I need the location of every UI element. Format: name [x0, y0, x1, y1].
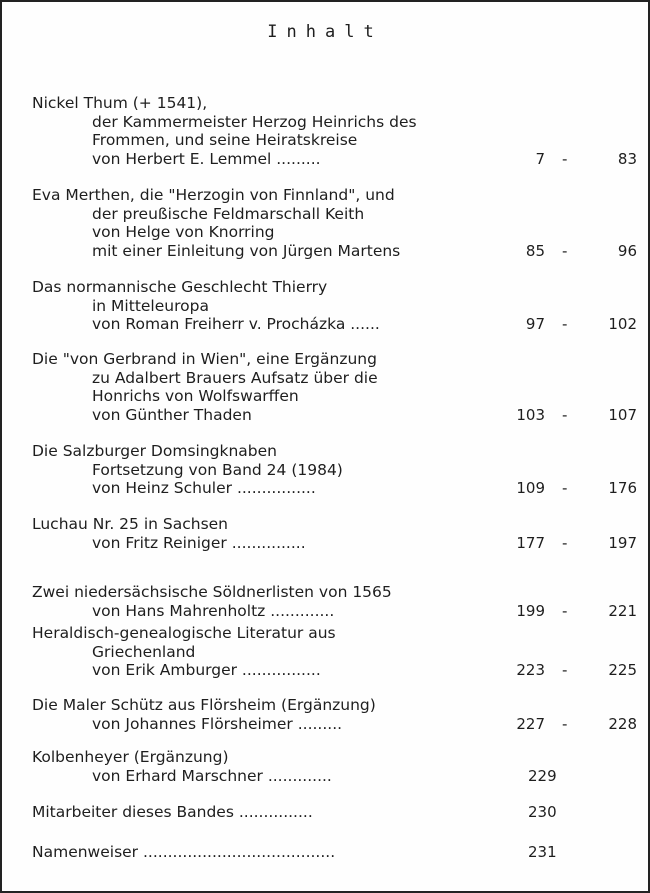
toc-entry-text: der preußische Feldmarschall Keith	[92, 204, 365, 223]
toc-entry-text: Eva Merthen, die "Herzogin von Finnland", und	[32, 186, 395, 204]
toc-entry-text: mit einer Einleitung von Jürgen Martens	[92, 241, 401, 260]
page-to: 176	[608, 479, 637, 497]
toc-entry-line	[32, 767, 648, 786]
page-dash: -	[562, 315, 568, 333]
toc-entry-text: von Johannes Flörsheimer .........	[92, 714, 343, 733]
page-dash: -	[562, 533, 568, 552]
toc-entry-title-line	[32, 696, 648, 715]
page-to: 228	[608, 714, 637, 733]
page-from: 199	[516, 601, 545, 620]
toc-entry-line	[32, 387, 648, 406]
page-range	[502, 315, 637, 334]
toc-entry-line	[32, 643, 648, 662]
toc-entry-title-line	[32, 748, 648, 767]
page-dash: -	[562, 479, 568, 497]
toc-entry-title-line	[32, 583, 648, 602]
toc-entry-text: der Kammermeister Herzog Heinrichs des	[92, 112, 417, 131]
toc-entry	[32, 278, 648, 334]
toc-entry-line	[32, 461, 648, 480]
toc-entry-line	[32, 406, 648, 425]
toc-entry-text: Heraldisch-genealogische Literatur aus	[32, 624, 336, 642]
toc-entry	[32, 624, 648, 680]
page-number: 230	[528, 803, 557, 821]
page-range	[502, 479, 637, 498]
toc-entry-text: von Heinz Schuler ................	[92, 479, 316, 497]
toc-entry-title-line	[32, 186, 648, 205]
page-range	[502, 661, 637, 680]
page-number: 229	[528, 766, 557, 785]
toc-entry-title-line	[32, 442, 648, 461]
page-range	[502, 602, 637, 621]
toc-entry-title-line	[32, 94, 648, 113]
page-number: 231	[528, 843, 557, 861]
toc-entry-text: Nickel Thum (+ 1541),	[32, 94, 208, 112]
toc-entry-text: Die "von Gerbrand in Wien", eine Ergänzung	[32, 350, 377, 368]
toc-entry-title-line	[32, 803, 648, 822]
page-dash: -	[562, 601, 568, 620]
toc-entry	[32, 350, 648, 424]
page-dash: -	[562, 714, 568, 733]
toc-entry-line	[32, 602, 648, 621]
toc-entry-text: Die Salzburger Domsingknaben	[32, 442, 277, 460]
toc-entry-text: von Helge von Knorring	[92, 223, 275, 241]
toc-entry-text: Das normannische Geschlecht Thierry	[32, 278, 328, 296]
page-to: 225	[608, 661, 637, 679]
toc-entry-line	[32, 297, 648, 316]
toc-entry-title-line	[32, 843, 648, 862]
page-to: 107	[608, 405, 637, 424]
toc-entry-text: in Mitteleuropa	[92, 296, 209, 315]
page-from: 227	[516, 714, 545, 733]
page-from: 109	[516, 479, 545, 497]
page-to: 221	[608, 601, 637, 620]
toc-entry-text: von Günther Thaden	[92, 405, 252, 424]
toc-entry-text: Zwei niedersächsische Söldnerlisten von 1565	[32, 583, 392, 601]
page-range	[502, 150, 637, 169]
toc-entry-line	[32, 242, 648, 261]
toc-entry-line	[32, 369, 648, 388]
toc-entry-text: Frommen, und seine Heiratskreise	[92, 131, 358, 149]
toc-entry	[32, 803, 648, 822]
toc-entry-text: von Erhard Marschner .............	[92, 766, 332, 785]
toc-entry-text: von Fritz Reiniger ...............	[92, 533, 306, 552]
toc-entry-text: Honrichs von Wolfswarffen	[92, 387, 299, 405]
toc-entry	[32, 94, 648, 168]
page-range	[502, 242, 637, 261]
toc-entry	[32, 186, 648, 260]
toc-entry-title-line	[32, 278, 648, 297]
toc-entry-line	[32, 150, 648, 169]
toc-entry-line	[32, 715, 648, 734]
toc-entry	[32, 696, 648, 733]
toc-entry-line	[32, 113, 648, 132]
toc-entry-title-line	[32, 624, 648, 643]
toc-entry-title-line	[32, 515, 648, 534]
toc-entry-text: von Hans Mahrenholtz .............	[92, 601, 335, 620]
toc-entry-text: Fortsetzung von Band 24 (1984)	[92, 460, 343, 479]
page-dash: -	[562, 149, 568, 168]
page-from: 177	[516, 533, 545, 552]
toc-entry-text: Mitarbeiter dieses Bandes ...............	[32, 803, 313, 821]
page-from: 85	[525, 241, 545, 260]
toc-entry-text: Luchau Nr. 25 in Sachsen	[32, 515, 229, 533]
page-dash: -	[562, 241, 568, 260]
toc-entry-text: Kolbenheyer (Ergänzung)	[32, 748, 229, 766]
page-to: 96	[617, 241, 637, 260]
toc-entry-text: von Roman Freiherr v. Procházka ......	[92, 315, 380, 333]
page-range	[502, 767, 637, 786]
toc-entry-line	[32, 479, 648, 498]
toc-entry	[32, 583, 648, 620]
page-range	[502, 406, 637, 425]
toc-entry-line	[32, 661, 648, 680]
toc-entry-text: von Erik Amburger ................	[92, 661, 321, 679]
toc-entry-line	[32, 205, 648, 224]
page-to: 83	[617, 149, 637, 168]
toc-entry-line	[32, 534, 648, 553]
toc-entry	[32, 442, 648, 498]
page-range	[502, 803, 637, 822]
toc-entry	[32, 843, 648, 862]
toc-entry-title-line	[32, 350, 648, 369]
toc-entry-text: von Herbert E. Lemmel .........	[92, 149, 321, 168]
toc-entry-line	[32, 315, 648, 334]
page-from: 97	[525, 315, 545, 333]
page-from: 7	[535, 149, 545, 168]
page-title: Inhalt	[267, 22, 383, 42]
toc-entry	[32, 748, 648, 785]
toc-entry-text: Die Maler Schütz aus Flörsheim (Ergänzung)	[32, 696, 376, 714]
toc-entry-text: Griechenland	[92, 642, 196, 661]
page-to: 102	[608, 315, 637, 333]
toc-entry-text: zu Adalbert Brauers Aufsatz über die	[92, 368, 378, 387]
page-range	[502, 715, 637, 734]
toc-entry-text: Namenweiser .......................................	[32, 843, 336, 861]
page-from: 103	[516, 405, 545, 424]
page-range	[502, 534, 637, 553]
toc-entry	[32, 515, 648, 552]
page-from: 223	[516, 661, 545, 679]
toc-entry-line	[32, 131, 648, 150]
toc-entry-line	[32, 223, 648, 242]
page-range	[502, 843, 637, 862]
page-dash: -	[562, 405, 568, 424]
page-to: 197	[608, 533, 637, 552]
page-dash: -	[562, 661, 568, 679]
